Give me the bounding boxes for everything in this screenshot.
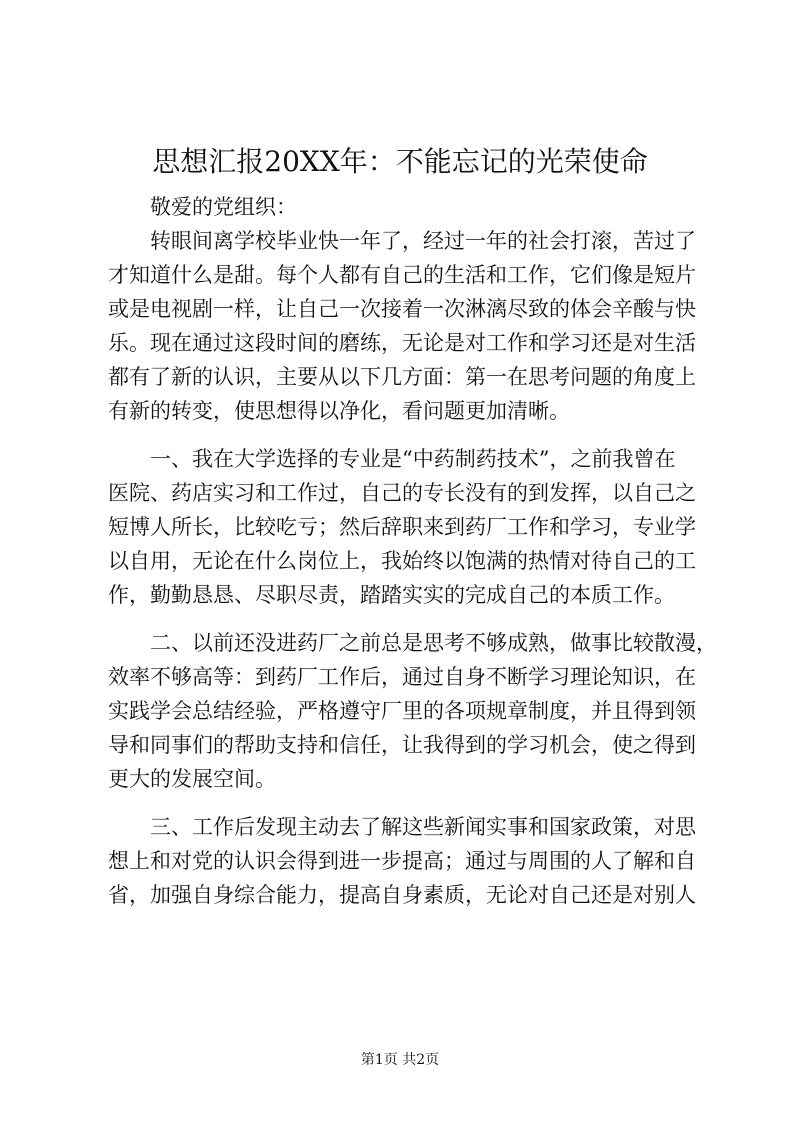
paragraph-line: 有新的转变，使思想得以净化，看问题更加清晰。 — [108, 399, 570, 423]
paragraph-line: 以自用，无论在什么岗位上，我始终以饱满的热情对待自己的工 — [108, 549, 696, 573]
document-title: 思想汇报20XX年：不能忘记的光荣使命 — [152, 145, 648, 178]
paragraph-line: 想上和对党的认识会得到进一步提高；通过与周围的人了解和自 — [108, 849, 696, 873]
paragraph-2 — [108, 442, 702, 612]
paragraph-line: 都有了新的认识，主要从以下几方面：第一在思考问题的角度上 — [108, 365, 696, 389]
salutation-line: 敬爱的党组织： — [150, 195, 297, 219]
salutation — [108, 190, 702, 224]
paragraph-line: 省，加强自身综合能力，提高自身素质，无论对自己还是对别人 — [108, 883, 696, 907]
paragraph-1 — [108, 224, 702, 428]
paragraph-line: 乐。现在通过这段时间的磨练，无论是对工作和学习还是对生活 — [108, 331, 696, 355]
paragraph-line: 医院、药店实习和工作过，自己的专长没有的到发挥，以自己之 — [108, 481, 696, 505]
paragraph-4 — [108, 810, 702, 912]
paragraph-line: 短博人所长，比较吃亏；然后辞职来到药厂工作和学习，专业学 — [108, 515, 696, 539]
paragraph-line: 转眼间离学校毕业快一年了，经过一年的社会打滚，苦过了 — [150, 229, 696, 253]
paragraph-line: 导和同事们的帮助支持和信任，让我得到的学习机会，使之得到 — [108, 733, 696, 757]
paragraph-line: 或是电视剧一样，让自己一次接着一次淋漓尽致的体会辛酸与快 — [108, 297, 696, 321]
paragraph-line: 实践学会总结经验，严格遵守厂里的各项规章制度，并且得到领 — [108, 699, 696, 723]
paragraph-3 — [108, 626, 717, 796]
paragraph-line: 二、以前还没进药厂之前总是思考不够成熟，做事比较散漫， — [150, 631, 717, 655]
document-body — [108, 190, 717, 912]
paragraph-line: 一、我在大学选择的专业是“中药制药技术”，之前我曾在 — [150, 447, 676, 471]
paragraph-line: 效率不够高等：到药厂工作后，通过自身不断学习理论知识，在 — [108, 665, 696, 689]
paragraph-line: 更大的发展空间。 — [108, 767, 276, 791]
page-footer: 第1页 共2页 — [360, 1052, 440, 1068]
paragraph-line: 作，勤勤恳恳、尽职尽责，踏踏实实的完成自己的本质工作。 — [108, 583, 675, 607]
paragraph-line: 三、工作后发现主动去了解这些新闻实事和国家政策，对思 — [150, 815, 696, 839]
paragraph-line: 才知道什么是甜。每个人都有自己的生活和工作，它们像是短片 — [108, 263, 696, 287]
